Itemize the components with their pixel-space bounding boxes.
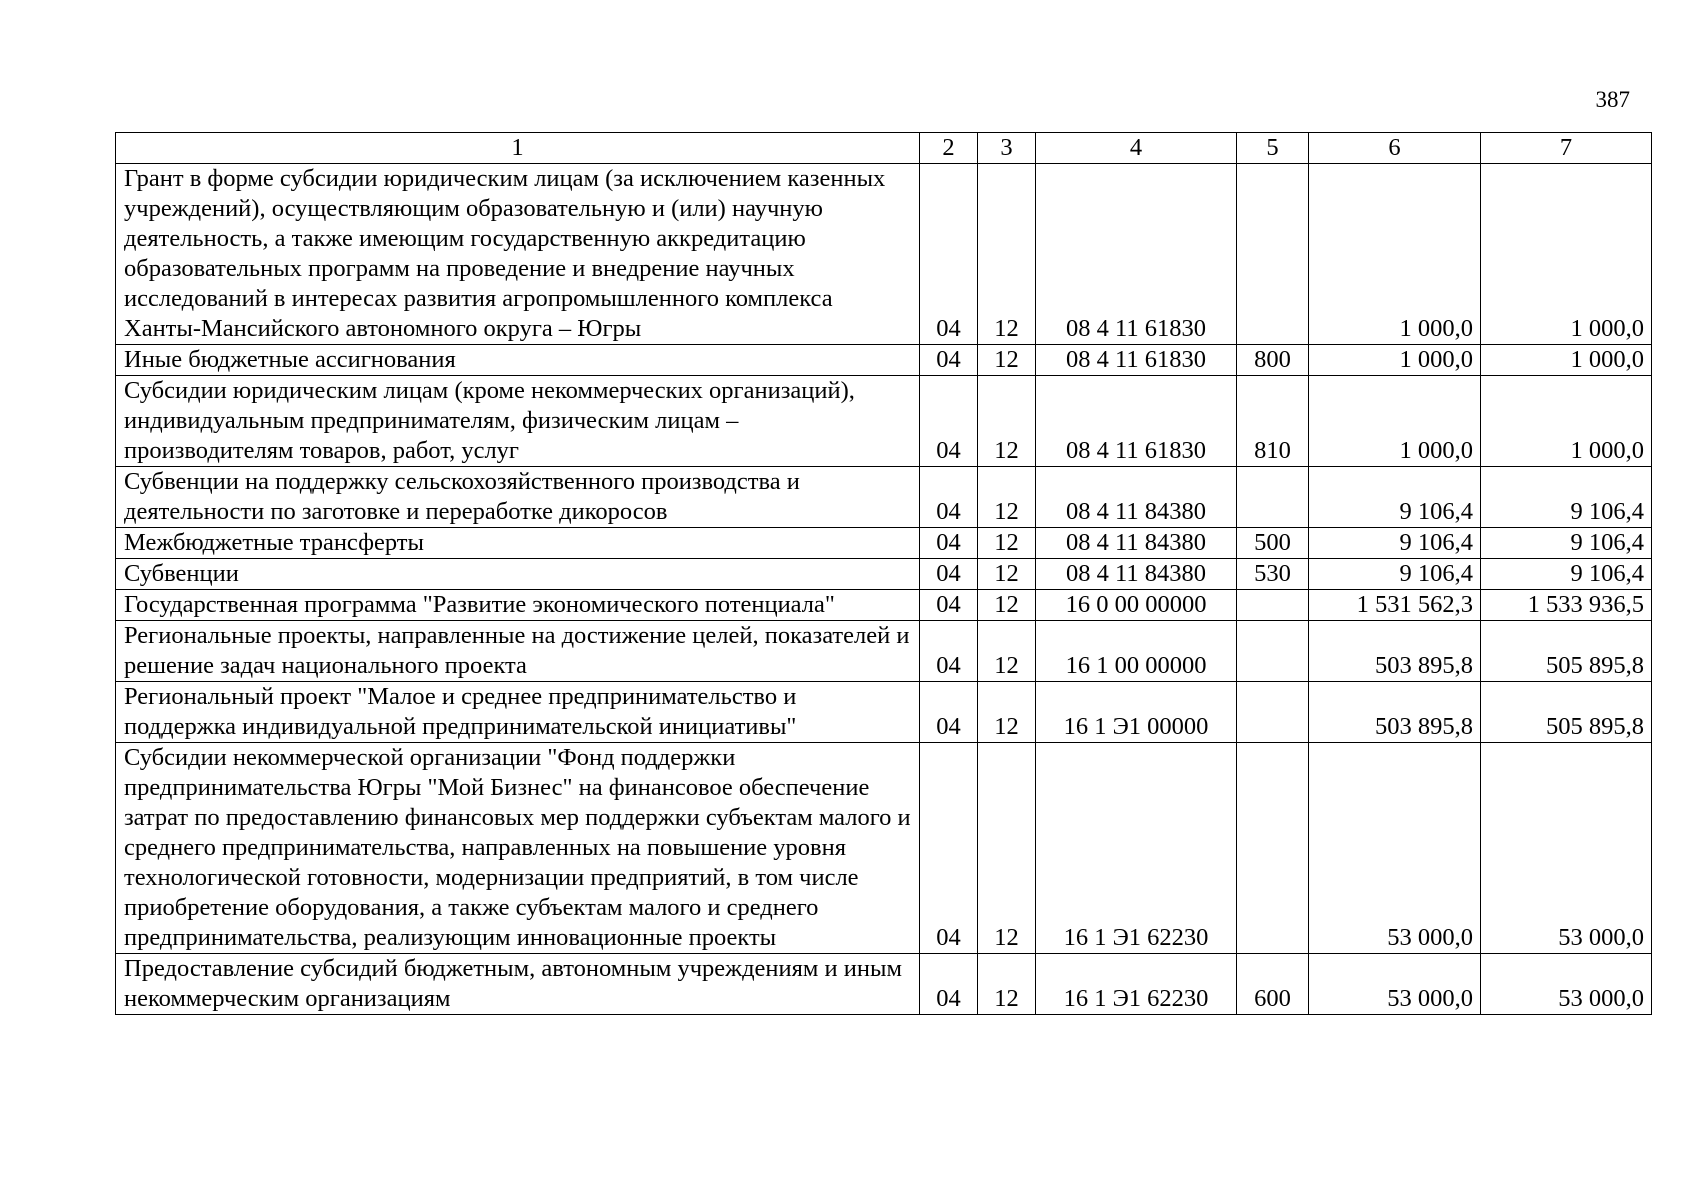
row-subsection: 12 — [978, 621, 1036, 682]
column-header: 7 — [1481, 133, 1652, 164]
row-amount-2: 9 106,4 — [1481, 559, 1652, 590]
row-section: 04 — [920, 559, 978, 590]
row-name: Государственная программа "Развитие экономического потенциала" — [116, 590, 920, 621]
row-expense-type — [1237, 164, 1309, 345]
column-header: 5 — [1237, 133, 1309, 164]
row-target-article: 16 1 Э1 00000 — [1036, 682, 1237, 743]
row-subsection: 12 — [978, 743, 1036, 954]
table-row — [116, 559, 1652, 590]
row-name: Региональный проект "Малое и среднее предпринимательство и поддержка индивидуальной предпринимательской инициативы" — [116, 682, 920, 743]
row-name: Субвенции на поддержку сельскохозяйственного производства и деятельности по заготовке и переработке дикоросов — [116, 467, 920, 528]
row-amount-1: 9 106,4 — [1309, 528, 1481, 559]
row-subsection: 12 — [978, 590, 1036, 621]
row-expense-type: 600 — [1237, 954, 1309, 1015]
row-amount-1: 9 106,4 — [1309, 467, 1481, 528]
row-name: Грант в форме субсидии юридическим лицам (за исключением казенных учреждений), осуществляющим образовательную и (или) научную деятельность, а также имеющим государственную аккредитацию образовательных программ на проведение и внедрение научных исследований в интересах развития агропромышленного комплекса Ханты-Мансийского автономного округа – Югры — [116, 164, 920, 345]
row-target-article: 16 0 00 00000 — [1036, 590, 1237, 621]
table-row — [116, 621, 1652, 682]
row-expense-type — [1237, 743, 1309, 954]
row-target-article: 08 4 11 61830 — [1036, 345, 1237, 376]
table-row — [116, 954, 1652, 1015]
row-subsection: 12 — [978, 467, 1036, 528]
row-subsection: 12 — [978, 559, 1036, 590]
row-amount-1: 503 895,8 — [1309, 682, 1481, 743]
column-header: 6 — [1309, 133, 1481, 164]
page-number: 387 — [1595, 87, 1630, 112]
row-target-article: 08 4 11 84380 — [1036, 467, 1237, 528]
table-row — [116, 164, 1652, 345]
header-row — [116, 133, 1652, 164]
row-name: Региональные проекты, направленные на достижение целей, показателей и решение задач национального проекта — [116, 621, 920, 682]
row-subsection: 12 — [978, 528, 1036, 559]
row-amount-1: 1 000,0 — [1309, 345, 1481, 376]
row-expense-type: 530 — [1237, 559, 1309, 590]
row-expense-type — [1237, 590, 1309, 621]
row-amount-2: 1 000,0 — [1481, 376, 1652, 467]
row-section: 04 — [920, 467, 978, 528]
row-amount-1: 53 000,0 — [1309, 954, 1481, 1015]
row-target-article: 16 1 Э1 62230 — [1036, 743, 1237, 954]
row-section: 04 — [920, 682, 978, 743]
table-row — [116, 467, 1652, 528]
row-expense-type: 810 — [1237, 376, 1309, 467]
row-target-article: 16 1 Э1 62230 — [1036, 954, 1237, 1015]
row-amount-2: 9 106,4 — [1481, 528, 1652, 559]
row-amount-1: 503 895,8 — [1309, 621, 1481, 682]
row-amount-1: 9 106,4 — [1309, 559, 1481, 590]
row-amount-1: 1 000,0 — [1309, 376, 1481, 467]
column-header: 2 — [920, 133, 978, 164]
row-target-article: 08 4 11 61830 — [1036, 164, 1237, 345]
row-section: 04 — [920, 164, 978, 345]
table-row — [116, 345, 1652, 376]
row-amount-2: 1 000,0 — [1481, 345, 1652, 376]
row-expense-type — [1237, 467, 1309, 528]
row-target-article: 08 4 11 61830 — [1036, 376, 1237, 467]
table-row — [116, 743, 1652, 954]
row-target-article: 08 4 11 84380 — [1036, 528, 1237, 559]
row-amount-1: 1 000,0 — [1309, 164, 1481, 345]
row-subsection: 12 — [978, 345, 1036, 376]
table-row — [116, 376, 1652, 467]
row-amount-2: 53 000,0 — [1481, 743, 1652, 954]
column-header: 3 — [978, 133, 1036, 164]
row-name: Межбюджетные трансферты — [116, 528, 920, 559]
row-name: Предоставление субсидий бюджетным, автономным учреждениям и иным некоммерческим организациям — [116, 954, 920, 1015]
row-expense-type — [1237, 621, 1309, 682]
row-section: 04 — [920, 528, 978, 559]
table-row — [116, 528, 1652, 559]
row-expense-type: 800 — [1237, 345, 1309, 376]
row-amount-2: 53 000,0 — [1481, 954, 1652, 1015]
row-subsection: 12 — [978, 682, 1036, 743]
row-target-article: 08 4 11 84380 — [1036, 559, 1237, 590]
row-subsection: 12 — [978, 376, 1036, 467]
row-amount-2: 1 533 936,5 — [1481, 590, 1652, 621]
table-row — [116, 590, 1652, 621]
row-amount-1: 1 531 562,3 — [1309, 590, 1481, 621]
column-header: 1 — [116, 133, 920, 164]
column-header: 4 — [1036, 133, 1237, 164]
row-amount-2: 505 895,8 — [1481, 682, 1652, 743]
row-section: 04 — [920, 743, 978, 954]
table-row — [116, 682, 1652, 743]
row-subsection: 12 — [978, 954, 1036, 1015]
row-name: Субсидии некоммерческой организации "Фонд поддержки предпринимательства Югры "Мой Бизнес" на финансовое обеспечение затрат по предоставлению финансовых мер поддержки субъектам малого и среднего предпринимательства, направленных на повышение уровня технологической готовности, модернизации предприятий, в том числе приобретение оборудования, а также субъектам малого и среднего предпринимательства, реализующим инновационные проекты — [116, 743, 920, 954]
row-name: Иные бюджетные ассигнования — [116, 345, 920, 376]
row-amount-2: 505 895,8 — [1481, 621, 1652, 682]
row-expense-type: 500 — [1237, 528, 1309, 559]
row-amount-2: 1 000,0 — [1481, 164, 1652, 345]
row-name: Субсидии юридическим лицам (кроме некоммерческих организаций), индивидуальным предпринимателям, физическим лицам – производителям товаров, работ, услуг — [116, 376, 920, 467]
row-expense-type — [1237, 682, 1309, 743]
row-name: Субвенции — [116, 559, 920, 590]
row-section: 04 — [920, 621, 978, 682]
row-section: 04 — [920, 376, 978, 467]
budget-table — [115, 132, 1652, 1015]
row-subsection: 12 — [978, 164, 1036, 345]
row-amount-1: 53 000,0 — [1309, 743, 1481, 954]
row-amount-2: 9 106,4 — [1481, 467, 1652, 528]
row-section: 04 — [920, 590, 978, 621]
row-section: 04 — [920, 345, 978, 376]
row-target-article: 16 1 00 00000 — [1036, 621, 1237, 682]
row-section: 04 — [920, 954, 978, 1015]
